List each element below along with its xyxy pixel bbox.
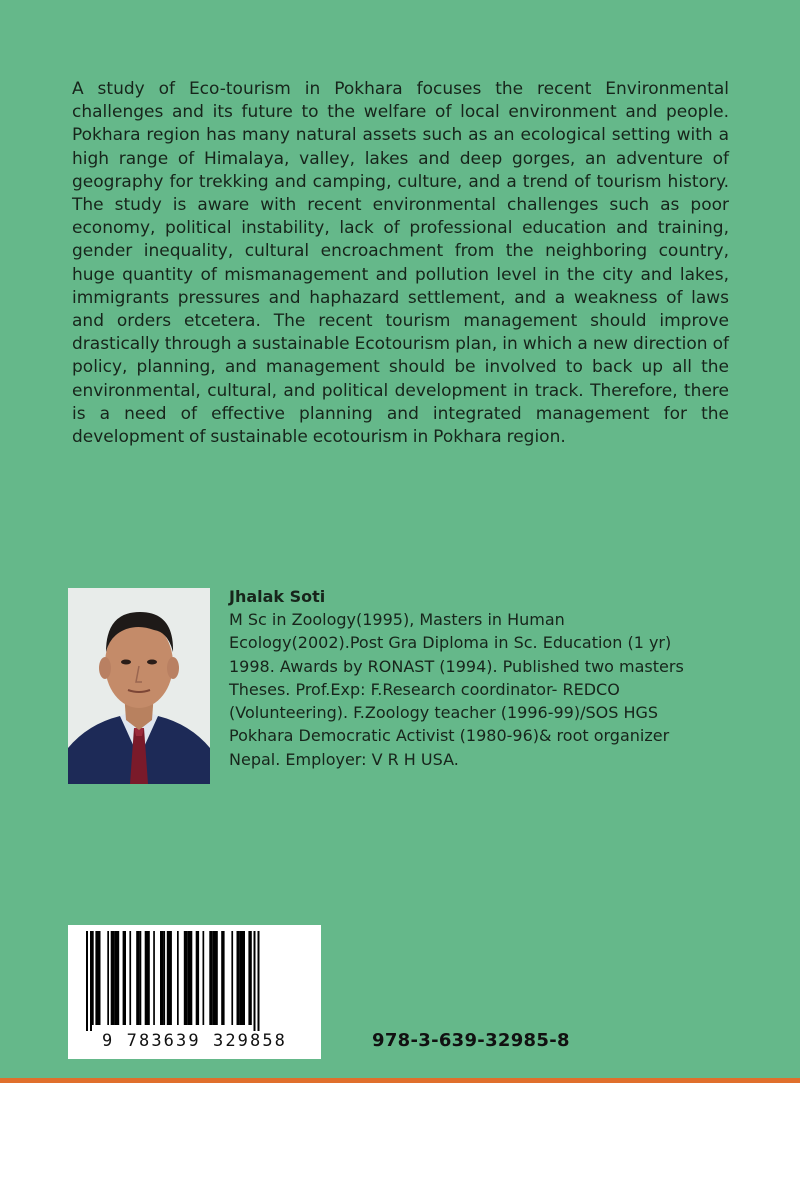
barcode-digits: 9 783639 329858 [101, 1031, 288, 1051]
accent-rule [0, 1078, 800, 1083]
barcode-bars [68, 925, 321, 1031]
isbn-number: 978-3-639-32985-8 [372, 1030, 570, 1051]
book-blurb: A study of Eco-tourism in Pokhara focuses the recent Environmental challenges and its future to the welfare of local environment and people. Pokhara region has many natural assets such as an ecological setting with a high range of Himalaya, valley, lakes and deep gorges, an adventure of geography for trekking and camping, culture, and a trend of tourism history. The study is aware with recent environmental challenges such as poor economy, political instability, lack of professional education and training, gender inequality, cultural encroachment from the neighboring country, huge quantity of mismanagement and pollution level in the city and lakes, immigrants pressures and haphazard settlement, and a weakness of laws and orders etcetera. The recent tourism management should improve drastically through a sustainable Ecotourism plan, in which a new direction of policy, planning, and management should be involved to back up all the environmental, cultural, and political development in track. Therefore, there is a need of effective planning and integrated management for the development of sustainable ecotourism in Pokhara region. [72, 79, 729, 448]
author-photo [68, 588, 210, 784]
barcode [68, 925, 321, 1059]
author-bio: M Sc in Zoology(1995), Masters in Human Ecology(2002).Post Gra Diploma in Sc. Education (1 yr) 1998. Awards by RONAST (1994). Published two masters Theses. Prof.Exp: F.Research coordinator- REDCO (Volunteering). F.Zoology teacher (1996-99)/SOS HGS Pokhara Democratic Activist (1980-96)& root organizer Nepal. Employer: V R H USA. [229, 610, 684, 769]
portrait-icon [68, 588, 210, 784]
author-name: Jhalak Soti [229, 587, 326, 606]
